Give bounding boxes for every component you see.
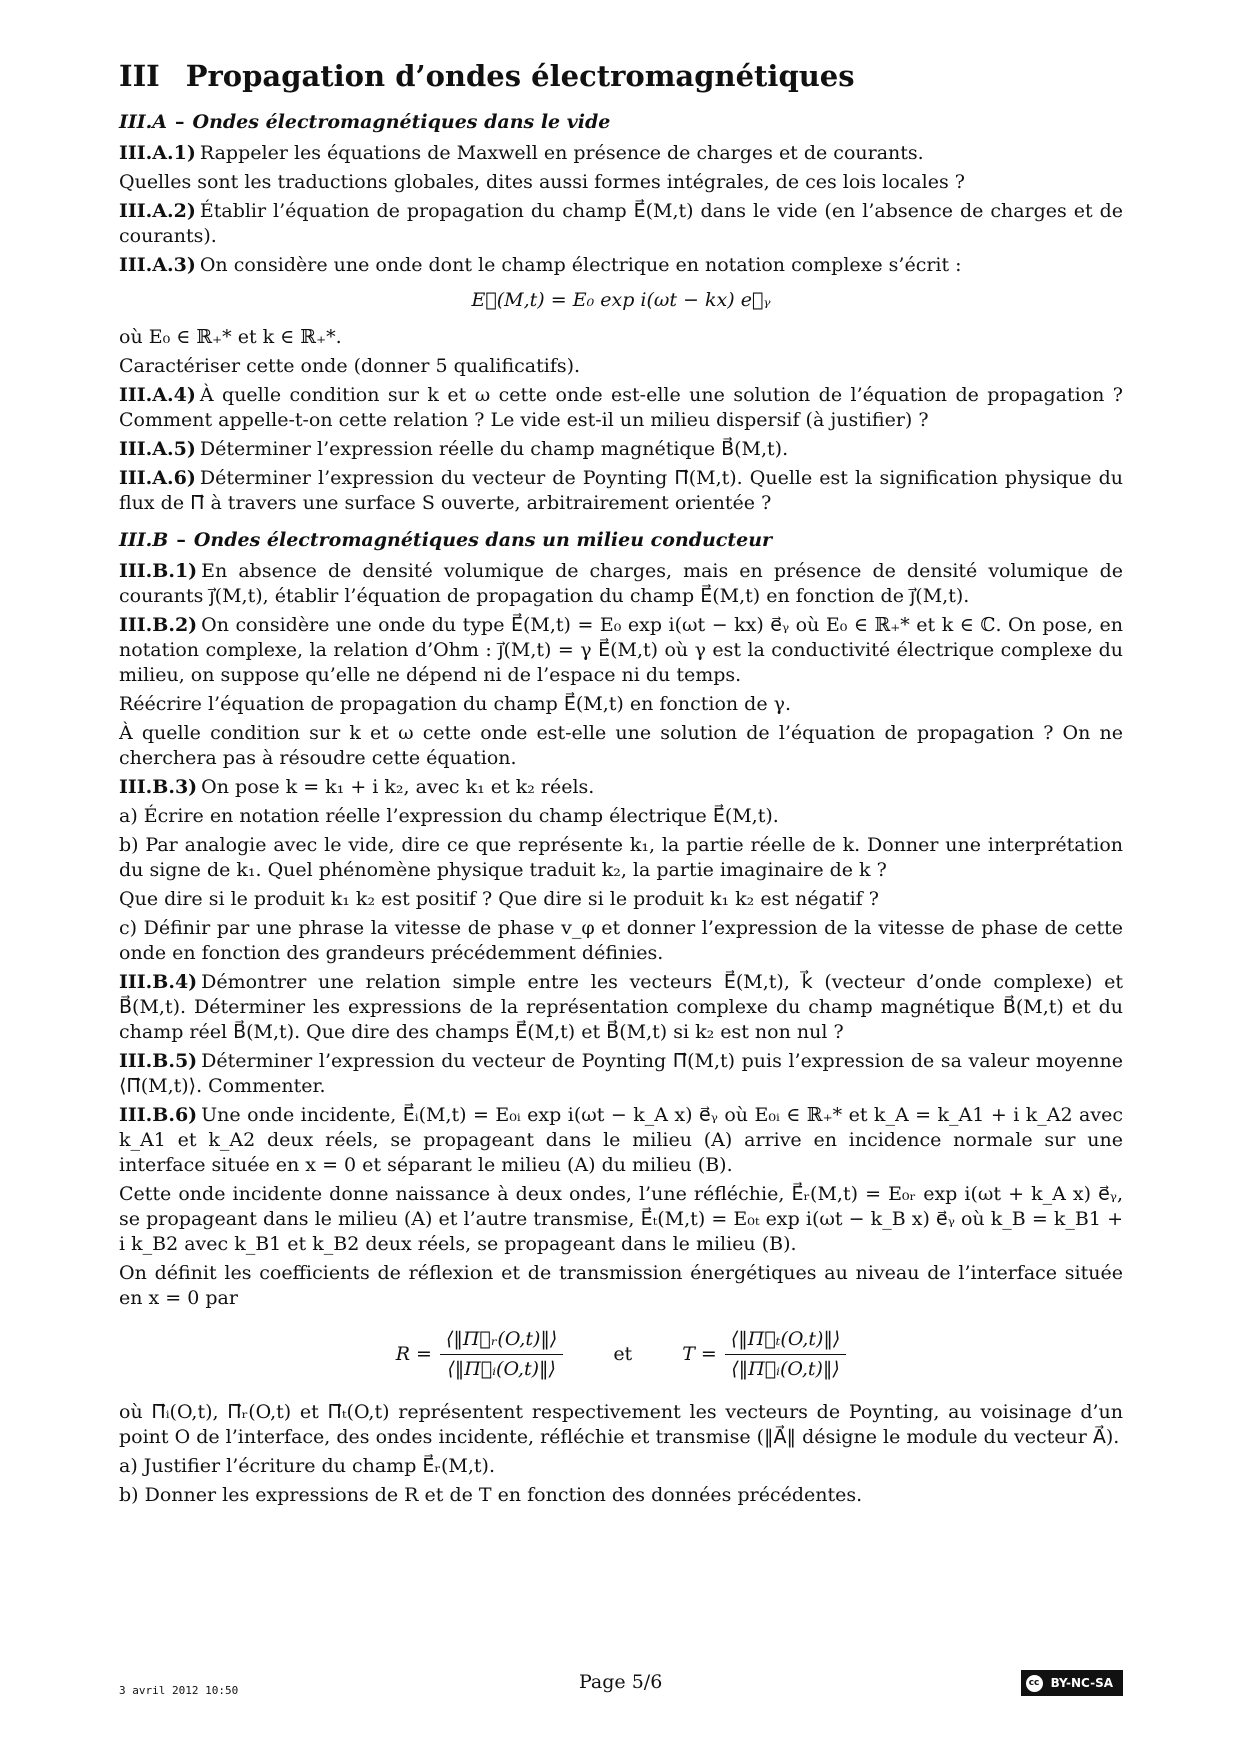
question-a2: III.A.2) Établir l’équation de propagation du champ E⃗(M,t) dans le vide (en l’absence de charges et de courants). [119, 200, 1123, 247]
question-a3-where: où E₀ ∈ ℝ₊* et k ∈ ℝ₊*. [119, 326, 342, 348]
question-b3-b2: Que dire si le produit k₁ k₂ est positif ? Que dire si le produit k₁ k₂ est négatif ? [119, 888, 879, 910]
question-a5: III.A.5) Déterminer l’expression réelle du champ magnétique B⃗(M,t). [119, 438, 789, 460]
question-a6: III.A.6) Déterminer l’expression du vecteur de Poynting Π⃗(M,t). Quelle est la signification physique du flux de Π⃗ à travers une surface S ouverte, arbitrairement orientée ? [119, 467, 1123, 514]
r-definition: R = $\frac{\text{⟨‖Π⃗ᵣ(O,t)‖⟩}}{\text{⟨‖Π⃗ᵢ(O,t)‖⟩}}$ [396, 1325, 564, 1384]
question-b6-a: a) Justifier l’écriture du champ E⃗ᵣ(M,t). [119, 1455, 495, 1477]
page-number: Page 5/6 [579, 1671, 663, 1693]
question-b1: III.B.1) En absence de densité volumique de charges, mais en présence de densité volumique de courants j⃗(M,t), établir l’équation de propagation du champ E⃗(M,t) en fonction de j⃗(M,t). [119, 560, 1123, 607]
question-a4: III.A.4) À quelle condition sur k et ω cette onde est-elle une solution de l’équation de propagation ? Comment appelle-t-on cette relation ? Le vide est-il un milieu dispersif (à justifier) ? [119, 384, 1123, 431]
question-b6-part3: On définit les coefficients de réflexion et de transmission énergétiques au niveau de l’interface située en x = 0 par [119, 1262, 1123, 1309]
question-a1: III.A.1) Rappeler les équations de Maxwell en présence de charges et de courants. [119, 142, 924, 164]
t-fraction: $\frac{\text{⟨‖Π⃗ₜ(O,t)‖⟩}}{\text{⟨‖Π⃗ᵢ(O,t)‖⟩}}$ [725, 1325, 846, 1384]
question-b6-b: b) Donner les expressions de R et de T en fonction des données précédentes. [119, 1484, 863, 1506]
page-footer [119, 1670, 1123, 1700]
subsection-b-title: III.B – Ondes électromagnétiques dans un milieu conducteur [119, 529, 773, 551]
question-a1-part2: Quelles sont les traductions globales, dites aussi formes intégrales, de ces lois locales ? [119, 171, 965, 193]
cc-icon: cc [1026, 1675, 1043, 1692]
question-b6-part4: où Π⃗ᵢ(O,t), Π⃗ᵣ(O,t) et Π⃗ₜ(O,t) représentent respectivement les vecteurs de Poynting, au voisinage d’un point O de l’interface, des ondes incidente, réfléchie et transmise (‖A⃗‖ désigne le module du vecteur A⃗). [119, 1401, 1123, 1448]
footer-date: 3 avril 2012 10:50 [119, 1684, 239, 1697]
license-badge: cc BY-NC-SA [1021, 1670, 1123, 1696]
question-b5: III.B.5) Déterminer l’expression du vecteur de Poynting Π⃗(M,t) puis l’expression de sa valeur moyenne ⟨Π⃗(M,t)⟩. Commenter. [119, 1050, 1123, 1097]
question-b4: III.B.4) Démontrer une relation simple entre les vecteurs E⃗(M,t), k⃗ (vecteur d’onde complexe) et B⃗(M,t). Déterminer les expressions de la représentation complexe du champ magnétique B⃗(M,t) et du champ réel B⃗(M,t). Que dire des champs E⃗(M,t) et B⃗(M,t) si k₂ est non nul ? [119, 971, 1123, 1043]
question-a3: III.A.3) On considère une onde dont le champ électrique en notation complexe s’écrit : [119, 254, 962, 276]
r-fraction: $\frac{\text{⟨‖Π⃗ᵣ(O,t)‖⟩}}{\text{⟨‖Π⃗ᵢ(O,t)‖⟩}}$ [440, 1325, 563, 1384]
section-title: III Propagation d’ondes électromagnétiques [119, 59, 855, 93]
question-b3-a: a) Écrire en notation réelle l’expression du champ électrique E⃗(M,t). [119, 805, 779, 827]
question-b2-part2: Réécrire l’équation de propagation du champ E⃗(M,t) en fonction de γ. [119, 693, 792, 715]
page-content [119, 58, 1123, 1512]
question-b2-part3: À quelle condition sur k et ω cette onde est-elle une solution de l’équation de propagation ? On ne cherchera pas à résoudre cette équation. [119, 722, 1123, 769]
question-b3-c: c) Définir par une phrase la vitesse de phase v_φ et donner l’expression de la vitesse de phase de cette onde en fonction des grandeurs précédemment définies. [119, 917, 1123, 964]
question-b6: III.B.6) Une onde incidente, E⃗ᵢ(M,t) = E₀ᵢ exp i(ωt − k_A x) e⃗ᵧ où E₀ᵢ ∈ ℝ₊* et k_A = k_A1 + i k_A2 avec k_A1 et k_A2 deux réels, se propageant dans le milieu (A) arrive en incidence normale sur une interface située en x = 0 et séparant le milieu (A) du milieu (B). [119, 1104, 1123, 1176]
equation-coefficients [119, 1325, 1123, 1384]
t-definition: T = $\frac{\text{⟨‖Π⃗ₜ(O,t)‖⟩}}{\text{⟨‖Π⃗ᵢ(O,t)‖⟩}}$ [682, 1325, 846, 1384]
question-b3: III.B.3) On pose k = k₁ + i k₂, avec k₁ et k₂ réels. [119, 776, 595, 798]
et-word: et [613, 1343, 633, 1365]
question-a3-part2: Caractériser cette onde (donner 5 qualificatifs). [119, 355, 581, 377]
question-b3-b: b) Par analogie avec le vide, dire ce que représente k₁, la partie réelle de k. Donner une interprétation du signe de k₁. Quel phénomène physique traduit k₂, la partie imaginaire de k ? [119, 834, 1123, 881]
question-b2: III.B.2) On considère une onde du type E⃗(M,t) = E₀ exp i(ωt − kx) e⃗ᵧ où E₀ ∈ ℝ₊* et k ∈ ℂ. On pose, en notation complexe, la relation d’Ohm : j⃗(M,t) = γ E⃗(M,t) où γ est la conductivité électrique complexe du milieu, on suppose qu’elle ne dépend ni de l’espace ni du temps. [119, 614, 1123, 686]
question-b6-part2: Cette onde incidente donne naissance à deux ondes, l’une réfléchie, E⃗ᵣ(M,t) = E₀ᵣ exp i(ωt + k_A x) e⃗ᵧ, se propageant dans le milieu (A) et l’autre transmise, E⃗ₜ(M,t) = E₀ₜ exp i(ωt − k_B x) e⃗ᵧ où k_B = k_B1 + i k_B2 avec k_B1 et k_B2 deux réels, se propageant dans le milieu (B). [119, 1183, 1123, 1255]
subsection-a-title: III.A – Ondes électromagnétiques dans le vide [119, 111, 611, 133]
equation-wave: E⃗(M,t) = E₀ exp i(ωt − kx) e⃗ᵧ [471, 289, 771, 311]
